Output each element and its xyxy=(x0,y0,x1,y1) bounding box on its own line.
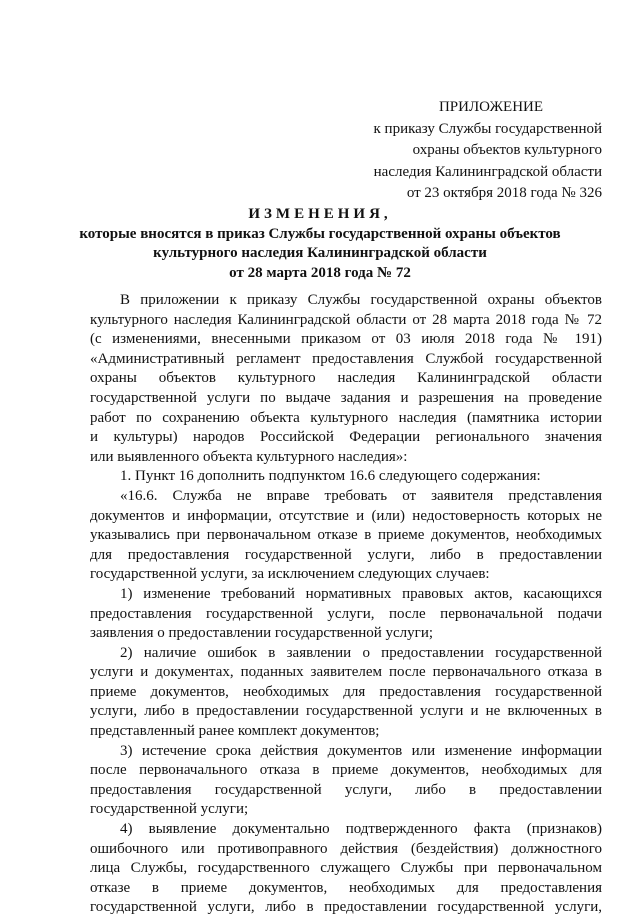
body-text-line: заявления о предоставлении государственной услуги; xyxy=(90,625,434,642)
title-line: культурного наследия Калининградской области xyxy=(153,245,487,262)
body-text-line: 4) выявление документально подтвержденного факта (признаков) xyxy=(120,821,602,838)
document-title xyxy=(40,205,600,283)
body-text-line: приеме документов, необходимых для предоставления государственной xyxy=(90,683,602,700)
appendix-line: от 23 октября 2018 года № 326 xyxy=(406,185,602,202)
body-text-line: (с изменениями, внесенными приказом от 03 июля 2018 года № 191) xyxy=(90,331,602,348)
body-text-line: культурного наследия Калининградской области от 28 марта 2018 года № 72 xyxy=(90,311,602,328)
body-text-line: работ по сохранению объекта культурного наследия (памятника истории xyxy=(90,409,602,426)
body-text-line: для предоставления государственной услуги, либо в предоставлении xyxy=(90,546,602,563)
appendix-line: наследия Калининградской области xyxy=(373,163,602,180)
document-body xyxy=(90,291,602,918)
body-text-line: и культуры) народов Российской Федерации регионального значения xyxy=(90,429,602,446)
body-text-line: услуги, либо в предоставлении государственной услуги и не включенных в xyxy=(90,703,602,720)
body-text-line: отказе в приеме документов, необходимых для предоставления xyxy=(90,879,602,896)
body-text-line: «16.6. Служба не вправе требовать от заявителя представления xyxy=(120,487,602,504)
body-text-line: «Административный регламент предоставления Службой государственной xyxy=(90,350,602,367)
body-text-line: 1. Пункт 16 дополнить подпунктом 16.6 следующего содержания: xyxy=(120,468,541,485)
appendix-line: к приказу Службы государственной xyxy=(373,120,602,137)
body-text-line: документов и информации, отсутствие и (или) недостоверность которых не xyxy=(90,507,602,524)
title-line: которые вносятся в приказ Службы государственной охраны объектов xyxy=(79,225,561,242)
body-text-line: государственной услуги, за исключением следующих случаев: xyxy=(90,566,490,583)
body-text-line: 3) истечение срока действия документов или изменение информации xyxy=(120,742,602,759)
appendix-block xyxy=(340,97,602,205)
body-text-line: указывались при первоначальном отказе в приеме документов, необходимых xyxy=(90,527,602,544)
title-line: от 28 марта 2018 года № 72 xyxy=(229,264,411,281)
body-text-line: или выявленного объекта культурного наследия»: xyxy=(90,448,408,465)
appendix-line: охраны объектов культурного xyxy=(412,142,602,159)
body-text-line: представленный ранее комплект документов; xyxy=(90,723,380,740)
body-text-line: предоставления государственной услуги, после первоначальной подачи xyxy=(90,605,602,622)
title-heading: ИЗМЕНЕНИЯ, xyxy=(248,206,392,222)
body-text-line: ошибочного или противоправного действия (бездействия) должностного xyxy=(90,840,602,857)
body-text-line: предоставления государственной услуги, либо в предоставлении xyxy=(90,781,602,798)
body-text-line: 1) изменение требований нормативных правовых актов, касающихся xyxy=(120,585,602,602)
body-text-line: лица Службы, государственного служащего Службы при первоначальном xyxy=(90,860,602,877)
body-text-line: государственной услуги по выдаче задания и разрешения на проведение xyxy=(90,389,602,406)
body-text-line: услуги и документах, поданных заявителем после первоначального отказа в xyxy=(90,664,602,681)
body-text-line: 2) наличие ошибок в заявлении о предоставлении государственной xyxy=(120,644,602,661)
body-text-line: государственной услуги; xyxy=(90,801,249,818)
body-text-line: после первоначального отказа в приеме документов, необходимых для xyxy=(90,762,602,779)
appendix-label: ПРИЛОЖЕНИЕ xyxy=(438,99,544,115)
body-text-line: охраны объектов культурного наследия Калининградской области xyxy=(90,370,602,387)
body-text-line: В приложении к приказу Службы государственной охраны объектов xyxy=(120,292,602,308)
body-text-line: государственной услуги, либо в предоставлении государственной услуги, xyxy=(90,899,602,916)
